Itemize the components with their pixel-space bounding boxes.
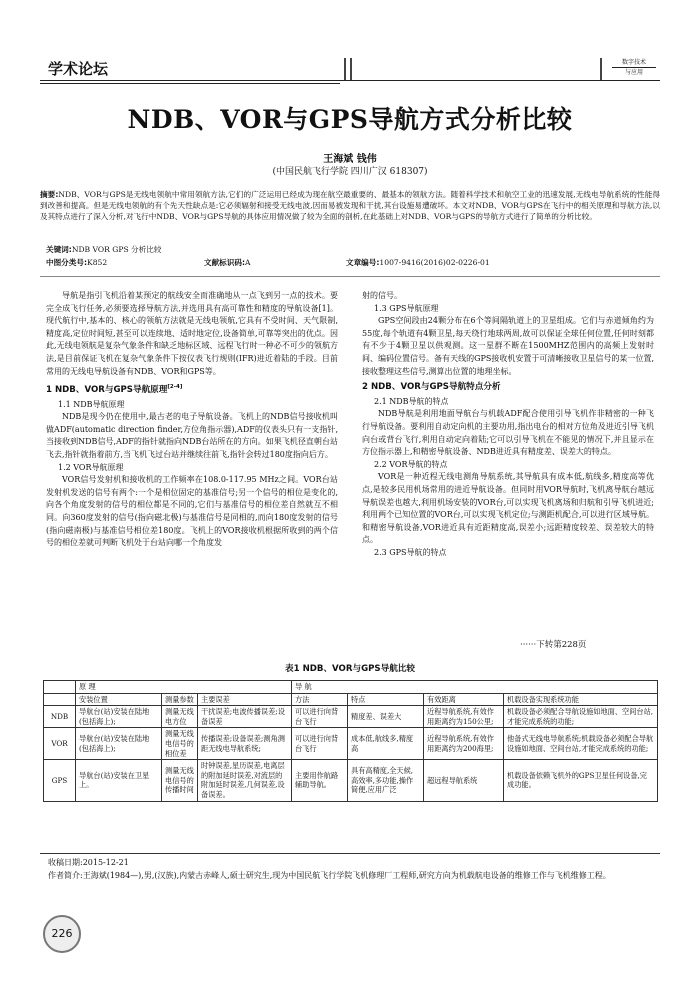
journal-logo-bottom: 与应用	[612, 67, 656, 77]
journal-logo	[612, 58, 656, 77]
header-divider-bar	[344, 58, 346, 80]
clc-label: 中图分类号:	[46, 258, 88, 267]
author-bio-label: 作者简介:	[48, 871, 83, 880]
right-column	[362, 290, 654, 559]
section-label: 学术论坛	[48, 60, 109, 78]
journal-logo-top: 数字技术	[621, 59, 646, 66]
table-row	[44, 706, 658, 728]
body-paragraph: GPS空间段由24颗分布在6个等间隔轨道上的卫星组成。它们与赤道倾角约为55度,每个轨道有4颗卫星,每天绕行地球两周,故可以保证全球任何位置,任何时刻都有不少于4颗卫星以供观测。这一星群不断在1500MHZ范围内的高频上发射时间、编码位置信号。备有天线的GPS接收机安置于可清晰接收卫星信号的某一位置,接收整理这些信号,测算出位置的地理坐标。	[362, 316, 654, 376]
table-cell: 导航台(站)安装在陆地(包括海上);	[76, 728, 162, 760]
table-cell: 可以进行向背台飞行	[292, 728, 348, 760]
body-paragraph: VOR是一种近程无线电测角导航系统,其导航具有成本低,航线多,精度高等优点,是较多民用机场常用的进近导航设备。但同时用VOR导航时,飞机离导航台越远导航误差也越大,利用机场安装的VOR台,可以实现飞机离场和归航和引导飞机进近;利用两个已知位置的VOR台,可以实现飞机定位;与测距机配合,可以进行区域导航。和精密导航设备,VOR进近具有近距精度高,误差小;远距精度较差、误差较大的特点。	[362, 472, 654, 545]
table-row	[44, 760, 658, 801]
body-paragraph: NDB导航是利用地面导航台与机载ADF配合使用引导飞机作非精密的一种飞行导航设备。要利用自动定向机的主要功用,指出电台的相对方位角及进近引导飞机向台或背台飞行,利用自动定向着陆;它可以引导飞机在不能见的情况下,并且显示在方位指示器上,和精密导航设备、NDB进近具有精度差、误差大的特点。	[362, 409, 654, 457]
section-heading-1	[46, 381, 338, 396]
body-paragraph: VOR信号发射机和接收机的工作频率在108.0-117.95 MHz之间。VOR台站发射机发送的信号有两个:一个是相位固定的基准信号;另一个信号的相位是变化的,向各个角度发射的信号的相位都是不同的,它们与基准信号的相位差自然就互不相同。向360度发射的信号(指向磁北极)与基准信号是同相的,而向180度发射的信号(指向磁南极)与基准信号相位差180度。飞机上的VOR接收机根据所收到的两个信号的相位差就可判断飞机处于台站向哪一个角度发	[46, 475, 338, 548]
comparison-table	[43, 680, 658, 802]
table-cell: 测量无线电信号的相位差	[162, 728, 198, 760]
group-header-principle: 原 理	[76, 681, 292, 694]
table-cell: 导航台(站)安装在陆地(包括海上);	[76, 706, 162, 728]
table-cell: 近程导航系统,有效作用距离约为200海里;	[424, 728, 504, 760]
column-header: 方法	[292, 693, 348, 706]
doc-code	[204, 257, 251, 268]
body-paragraph: 射的信号。	[362, 291, 402, 300]
keywords-label: 关键词:	[46, 245, 72, 254]
table-cell: 可以进行向背台飞行	[292, 706, 348, 728]
header-rule	[40, 80, 660, 81]
abstract-label: 摘要:	[40, 190, 59, 199]
table-row	[44, 728, 658, 760]
column-header: 特点	[348, 693, 424, 706]
table-cell: 干扰误差;电波传播误差;设备误差	[198, 706, 292, 728]
continued-note: ······下转第228页	[520, 640, 587, 650]
table-cell: 具有高精度,全天候,高效率,多功能,操作简便,应用广泛	[348, 760, 424, 801]
article-id	[346, 257, 490, 268]
table-header-row	[44, 693, 658, 706]
table-cell: 超远程导航系统	[424, 760, 504, 801]
column-header: 主要误差	[198, 693, 292, 706]
header-divider-bar	[350, 58, 352, 80]
table-corner	[44, 693, 76, 706]
clc-value: K852	[87, 258, 108, 267]
keywords	[46, 244, 646, 255]
table-cell: 机载设备依赖飞机外的GPS卫星任何设备,完成功能。	[504, 760, 658, 801]
body-paragraph: NDB是现今仍在使用中,最古老的电子导航设备。飞机上的NDB信号接收机叫做ADF(automatic direction finder,方位角指示器),ADF的仪表头只有一支指针,当接收到NDB信号,ADF的指针就指向NDB台站所在的方向。如果飞机径直朝台站飞去,指针就指着前方,当飞机飞过台站并继续往前飞,指针会转过180度指向后方。	[46, 412, 338, 459]
abstract	[40, 189, 660, 222]
table-caption: 表1 NDB、VOR与GPS导航比较	[285, 664, 415, 674]
table-cell: 他备式无线电导航系统;机载设备必须配合导航设施如地面、空间台站,才能完成系统的功能;	[504, 728, 658, 760]
row-label: GPS	[44, 760, 76, 801]
table-cell: 近程导航系统,有效作用距离约为150公里;	[424, 706, 504, 728]
author-bio	[48, 870, 668, 882]
paper-title: NDB、VOR与GPS导航方式分析比较	[127, 105, 573, 134]
table-cell: 成本低,航线多,精度高	[348, 728, 424, 760]
table-cell: 机载设备必须配合导航设施如地面、空间台站,才能完成系统的功能;	[504, 706, 658, 728]
subsection-heading: 1.2 VOR导航原理	[58, 462, 124, 472]
subsection-heading: 2.3 GPS导航的特点	[374, 547, 447, 557]
section-heading-2: 2 NDB、VOR与GPS导航特点分析	[362, 382, 501, 393]
subsection-heading: 1.1 NDB导航原理	[58, 399, 125, 409]
subsection-heading: 2.2 VOR导航的特点	[374, 459, 448, 469]
table-cell: 传播误差;设备误差;测角测距无线电导航系统;	[198, 728, 292, 760]
abstract-text: NDB、VOR与GPS是无线电领航中常用领航方法,它们的广泛运用已经成为现在航空最重要的、最基本的领航方法。随着科学技术和航空工业的迅速发展,无线电导航系统的性能得到改善和提高。但是无线电领航的有个先天性缺点是:它必须辐射和接受无线电波,因而易被发现和干扰,其台设施易遭破坏。本文对NDB、VOR与GPS在飞行中的相关原理和导航方法,以及其特点进行了深入分析,对飞行中NDB、VOR与GPS导航的具体应用情况做了较为全面的剖析,在此基础上对NDB、VOR与GPS的导航方式进行了简单的分析比较。	[40, 190, 660, 221]
table-cell: 导航台(站)安装在卫星上。	[76, 760, 162, 801]
table-cell: 精度差、误差大	[348, 706, 424, 728]
table-cell: 测量无线电方位	[162, 706, 198, 728]
row-label: NDB	[44, 706, 76, 728]
column-header: 测量参数	[162, 693, 198, 706]
doc-label: 文献标识码:	[204, 258, 246, 267]
page-number-badge: 226	[43, 915, 81, 953]
header-divider-bar	[600, 58, 602, 80]
subsection-heading: 2.1 NDB导航的特点	[374, 396, 449, 406]
table-cell: 测量无线电信号的传播时间	[162, 760, 198, 801]
received-date: 收稿日期:2015-12-21	[48, 858, 129, 867]
column-header: 有效距离	[424, 693, 504, 706]
table-corner	[44, 681, 76, 694]
header-rule	[40, 83, 340, 84]
article-id-label: 文章编号:	[346, 258, 380, 267]
group-header-navigation: 导 航	[292, 681, 658, 694]
citation: [2-4]	[167, 384, 183, 391]
clc-number	[46, 257, 107, 268]
doc-value: A	[245, 258, 251, 267]
left-column	[46, 290, 338, 550]
intro-paragraph: 导航是指引飞机沿着某预定的航线安全而准确地从一点飞到另一点的技术。要完全成飞行任务,必须要选择导航方法,并选用具有高可靠性和精度的导航设备[1]。现代航行中,基本的、核心的领航方法就是无线电领航,它具有不受时间、天气限制,精度高,定位时间短,甚至可以连续地、适时地定位,设备简单,可靠等突出的优点。因此,无线电领航是复杂气象条件和缺乏地标区域、远程飞行时一种必不可少的领航方法,是目前保证飞机在复杂气象条件下按仪表飞行规则(IFR)进近着陆的手段。目前常用的无线电导航设备有NDB、VOR和GPS等。	[46, 291, 338, 376]
keywords-text: NDB VOR GPS 分析比较	[71, 245, 162, 254]
affiliation: (中国民航飞行学院 四川广汉 618307)	[272, 167, 428, 177]
table-cell: 时钟误差,星历误差,电离层的附加延时误差,对流层的附加延时误差,几何误差,设备误差。	[198, 760, 292, 801]
section-separator	[40, 276, 660, 277]
column-header: 安装位置	[76, 693, 162, 706]
footnote-rule	[40, 853, 660, 854]
column-header: 机载设备实现系统功能	[504, 693, 658, 706]
table-group-row	[44, 681, 658, 694]
row-label: VOR	[44, 728, 76, 760]
section-heading-1-text: 1 NDB、VOR与GPS导航原理	[46, 385, 168, 396]
subsection-heading: 1.3 GPS导航原理	[374, 303, 439, 313]
article-id-value: 1007-9416(2016)02-0226-01	[379, 258, 490, 267]
author-bio-text: 王海斌(1984—),男,(汉族),内蒙古赤峰人,硕士研究生,现为中国民航飞行学院飞机修理厂工程师,研究方向为机载航电设备的维修工作与飞机维修工程。	[82, 871, 611, 880]
table-cell: 主要用作航路辅助导航。	[292, 760, 348, 801]
authors: 王海斌 钱伟	[323, 154, 377, 165]
